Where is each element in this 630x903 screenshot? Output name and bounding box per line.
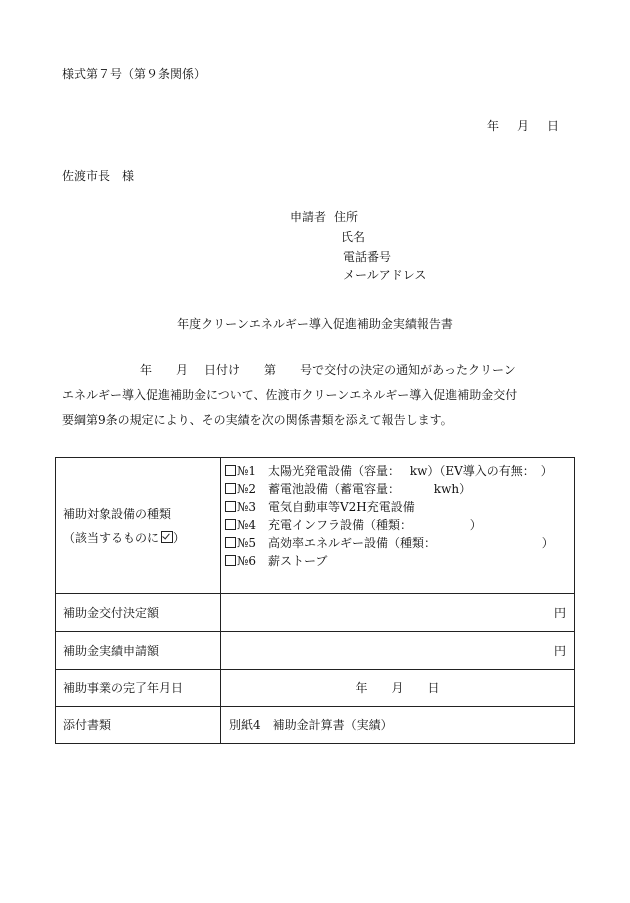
- checkbox-icon[interactable]: [225, 501, 236, 512]
- checkbox-icon[interactable]: [225, 519, 236, 530]
- addressee: 佐渡市長 様: [62, 169, 135, 183]
- claim-amount-label: 補助金実績申請額: [56, 632, 221, 670]
- equipment-option[interactable]: [225, 480, 566, 498]
- equipment-options-cell: [221, 458, 575, 594]
- equipment-option-label: №6 薪ストーブ: [237, 554, 328, 568]
- checkbox-icon[interactable]: [225, 483, 236, 494]
- applicant-name-label: 氏名: [341, 230, 366, 244]
- claim-amount-unit: 円: [553, 643, 566, 658]
- equipment-note-text: （該当するものに: [63, 530, 160, 545]
- applicant-label: 申請者: [290, 210, 327, 224]
- form-number: 様式第７号（第９条関係）: [62, 67, 207, 81]
- decision-amount-unit: 円: [553, 605, 566, 620]
- body-dated: 日付け: [204, 363, 241, 377]
- body-line-2: エネルギー導入促進補助金について、佐渡市クリーンエネルギー導入促進補助金交付: [62, 388, 518, 402]
- report-title: 年度クリーンエネルギー導入促進補助金実績報告書: [177, 317, 453, 331]
- equipment-note-close: ）: [173, 530, 186, 545]
- equipment-option[interactable]: [225, 516, 566, 534]
- attachments-field[interactable]: [221, 707, 575, 744]
- date-year-label: 年: [487, 119, 500, 133]
- checked-box-icon: [161, 531, 173, 543]
- body-line-3: 要綱第9条の規定により、その実績を次の関係書類を添えて報告します。: [62, 413, 453, 427]
- applicant-email-label: メールアドレス: [343, 268, 427, 282]
- date-month-label: 月: [517, 119, 530, 133]
- completion-date-field[interactable]: [221, 670, 575, 707]
- equipment-option-label: №2 蓄電池設備（蓄電容量： kwh）: [237, 482, 472, 496]
- applicant-address-line: [290, 209, 358, 225]
- equipment-option-label: №1 太陽光発電設備（容量： kw）（EV導入の有無： ）: [237, 464, 553, 478]
- equipment-option[interactable]: [225, 552, 566, 570]
- decision-amount-label: 補助金交付決定額: [56, 594, 221, 632]
- equipment-label-cell: [56, 458, 221, 594]
- table-row-decision-amount: [56, 594, 575, 632]
- equipment-option[interactable]: [225, 498, 566, 516]
- applicant-phone-label: 電話番号: [343, 250, 392, 264]
- table-row-attachments: [56, 707, 575, 744]
- body-month: 月: [176, 363, 189, 377]
- checkbox-icon[interactable]: [225, 465, 236, 476]
- equipment-option-label: №3 電気自動車等V2H充電設備: [237, 500, 415, 514]
- applicant-address-label: 住所: [334, 210, 359, 224]
- equipment-option-label: №4 充電インフラ設備（種類： ）: [237, 518, 482, 532]
- table-row-claim-amount: [56, 632, 575, 670]
- body-year: 年: [140, 363, 153, 377]
- equipment-option[interactable]: [225, 462, 566, 480]
- body-line-1: [62, 362, 572, 378]
- date-header: [487, 118, 559, 134]
- checkbox-icon[interactable]: [225, 555, 236, 566]
- completion-date-value: 年 月 日: [355, 681, 440, 695]
- equipment-label: 補助対象設備の種類: [63, 506, 172, 521]
- equipment-option[interactable]: [225, 534, 566, 552]
- equipment-option-label: №5 高効率エネルギー設備（種類： ）: [237, 536, 554, 550]
- attachments-label: 添付書類: [56, 707, 221, 744]
- claim-amount-field[interactable]: [221, 632, 575, 670]
- attachments-value: 別紙4 補助金計算書（実績）: [229, 718, 393, 732]
- report-table: [55, 457, 575, 744]
- date-day-label: 日: [547, 119, 560, 133]
- equipment-note: [63, 529, 212, 547]
- table-row-completion-date: [56, 670, 575, 707]
- completion-date-label: 補助事業の完了年月日: [56, 670, 221, 707]
- checkbox-icon[interactable]: [225, 537, 236, 548]
- body-line-1-rest: 号で交付の決定の通知があったクリーン: [300, 363, 516, 377]
- table-row-equipment: [56, 458, 575, 594]
- decision-amount-field[interactable]: [221, 594, 575, 632]
- body-no-prefix: 第: [264, 363, 277, 377]
